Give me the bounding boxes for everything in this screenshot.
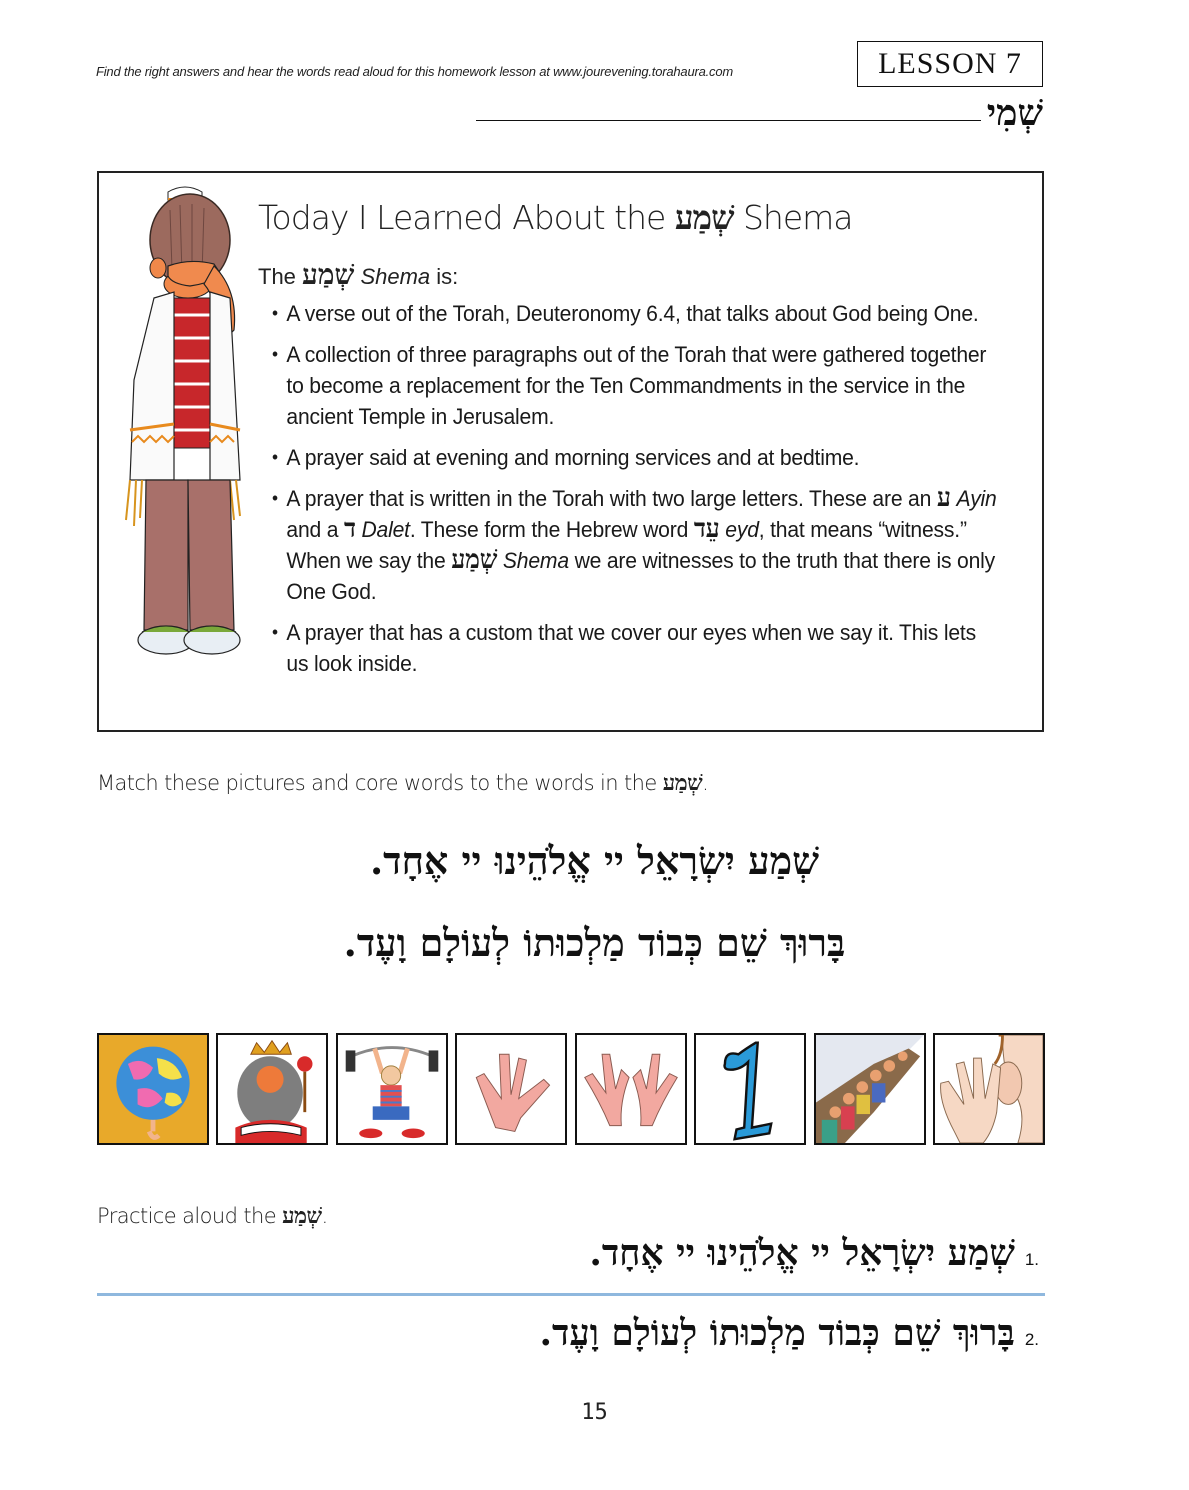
dalet-hebrew: ד bbox=[343, 514, 356, 544]
picture-king-with-crown[interactable] bbox=[216, 1033, 328, 1145]
eyd-label: eyd bbox=[725, 517, 759, 542]
ayin-label: Ayin bbox=[956, 486, 997, 511]
info-title-prefix: Today I Learned About the bbox=[258, 198, 666, 237]
fact-text: and a bbox=[286, 517, 339, 542]
intro-suffix: is: bbox=[436, 264, 459, 289]
shema-hebrew: שְׁמַע bbox=[674, 198, 734, 237]
fact-item bbox=[272, 442, 1002, 473]
fact-item bbox=[272, 617, 1002, 679]
picture-single-hand-shin[interactable] bbox=[455, 1033, 567, 1145]
punctuation: . bbox=[702, 771, 709, 795]
intro-prefix: The bbox=[258, 264, 296, 289]
picture-number-one[interactable] bbox=[694, 1033, 806, 1145]
fact-text: A prayer that has a custom that we cover our eyes when we say it. This lets us look inside. bbox=[286, 620, 976, 676]
fact-text: A prayer said at evening and morning services and at bedtime. bbox=[286, 445, 860, 470]
fact-item bbox=[272, 339, 1002, 432]
lesson-label: LESSON 7 bbox=[878, 47, 1022, 80]
fact-text: A prayer that is written in the Torah with two large letters. These are an bbox=[286, 486, 932, 511]
fact-text: we are witnesses to the truth that there is only One God. bbox=[286, 548, 996, 604]
matching-pictures-row bbox=[97, 1033, 1045, 1145]
picture-two-hands-shin[interactable] bbox=[575, 1033, 687, 1145]
dalet-label: Dalet bbox=[361, 517, 410, 542]
picture-crowd-of-people[interactable] bbox=[814, 1033, 926, 1145]
match-instruction-text: Match these pictures and core words to the words in the bbox=[97, 771, 657, 795]
fact-item bbox=[272, 483, 1002, 607]
shema-hebrew: שְׁמַע bbox=[282, 1203, 322, 1229]
shema-label: Shema bbox=[502, 548, 569, 573]
practice-hebrew-text: שְׁמַע יִשְׂרָאֵל יי אֱלֹהֵינוּ יי אֶחָד. bbox=[589, 1232, 1015, 1274]
name-input-line[interactable] bbox=[476, 119, 981, 121]
info-intro bbox=[258, 258, 458, 292]
shema-facts-list bbox=[272, 298, 1032, 689]
practice-instruction-text: Practice aloud the bbox=[97, 1204, 277, 1228]
fact-text: A collection of three paragraphs out of the Torah that were gathered together to become a replacement for the Ten Commandments in the service in the ancient Temple in Jerusalem. bbox=[286, 342, 987, 429]
info-title bbox=[258, 198, 853, 238]
fact-item bbox=[272, 298, 1002, 329]
page-number: 15 bbox=[581, 1400, 608, 1425]
name-label-hebrew: שְׁמִי bbox=[986, 92, 1043, 134]
punctuation: . bbox=[321, 1204, 328, 1228]
shema-hebrew: שְׁמַע bbox=[662, 770, 703, 796]
intro-italic: Shema bbox=[360, 264, 431, 289]
picture-weightlifter-boy[interactable] bbox=[336, 1033, 448, 1145]
match-instruction bbox=[97, 770, 708, 796]
fact-text: , that means “witness.” When we say the bbox=[286, 517, 967, 573]
shema-hebrew: שְׁמַע bbox=[451, 545, 498, 575]
practice-divider bbox=[97, 1293, 1045, 1296]
practice-hebrew-text: בָּרוּךְ שֵׁם כְּבוֹד מַלְכוּתוֹ לְעוֹלָם וָעֶד. bbox=[539, 1312, 1015, 1354]
line-number: 1. bbox=[1024, 1250, 1039, 1269]
shema-verse-line-2: בָּרוּךְ שֵׁם כְּבוֹד מַלְכוּתוֹ לְעוֹלָם וָעֶד. bbox=[343, 920, 846, 965]
name-field-row bbox=[476, 92, 1043, 134]
eyd-hebrew: עֵד bbox=[693, 514, 720, 544]
fact-text: . These form the Hebrew word bbox=[409, 517, 689, 542]
practice-line-1 bbox=[589, 1232, 1039, 1274]
lesson-badge bbox=[857, 41, 1043, 87]
info-title-suffix: Shema bbox=[742, 198, 853, 237]
practice-line-2 bbox=[539, 1312, 1039, 1354]
ayin-hebrew: ע bbox=[936, 483, 951, 513]
practice-instruction bbox=[97, 1203, 328, 1229]
homework-website-note: Find the right answers and hear the words read aloud for this homework lesson at www.jourevening.torahaura.com bbox=[96, 64, 734, 79]
picture-globe-on-finger[interactable] bbox=[97, 1033, 209, 1145]
line-number: 2. bbox=[1024, 1330, 1039, 1349]
picture-hand-to-ear[interactable] bbox=[933, 1033, 1045, 1145]
fact-text: A verse out of the Torah, Deuteronomy 6.4, that talks about God being One. bbox=[286, 301, 979, 326]
shema-verse-line-1: שְׁמַע יִשְׂרָאֵל יי אֱלֹהֵינוּ יי אֶחָד. bbox=[369, 838, 820, 883]
boy-covering-eyes-illustration bbox=[110, 180, 260, 690]
shema-hebrew: שְׁמַע bbox=[302, 258, 355, 291]
